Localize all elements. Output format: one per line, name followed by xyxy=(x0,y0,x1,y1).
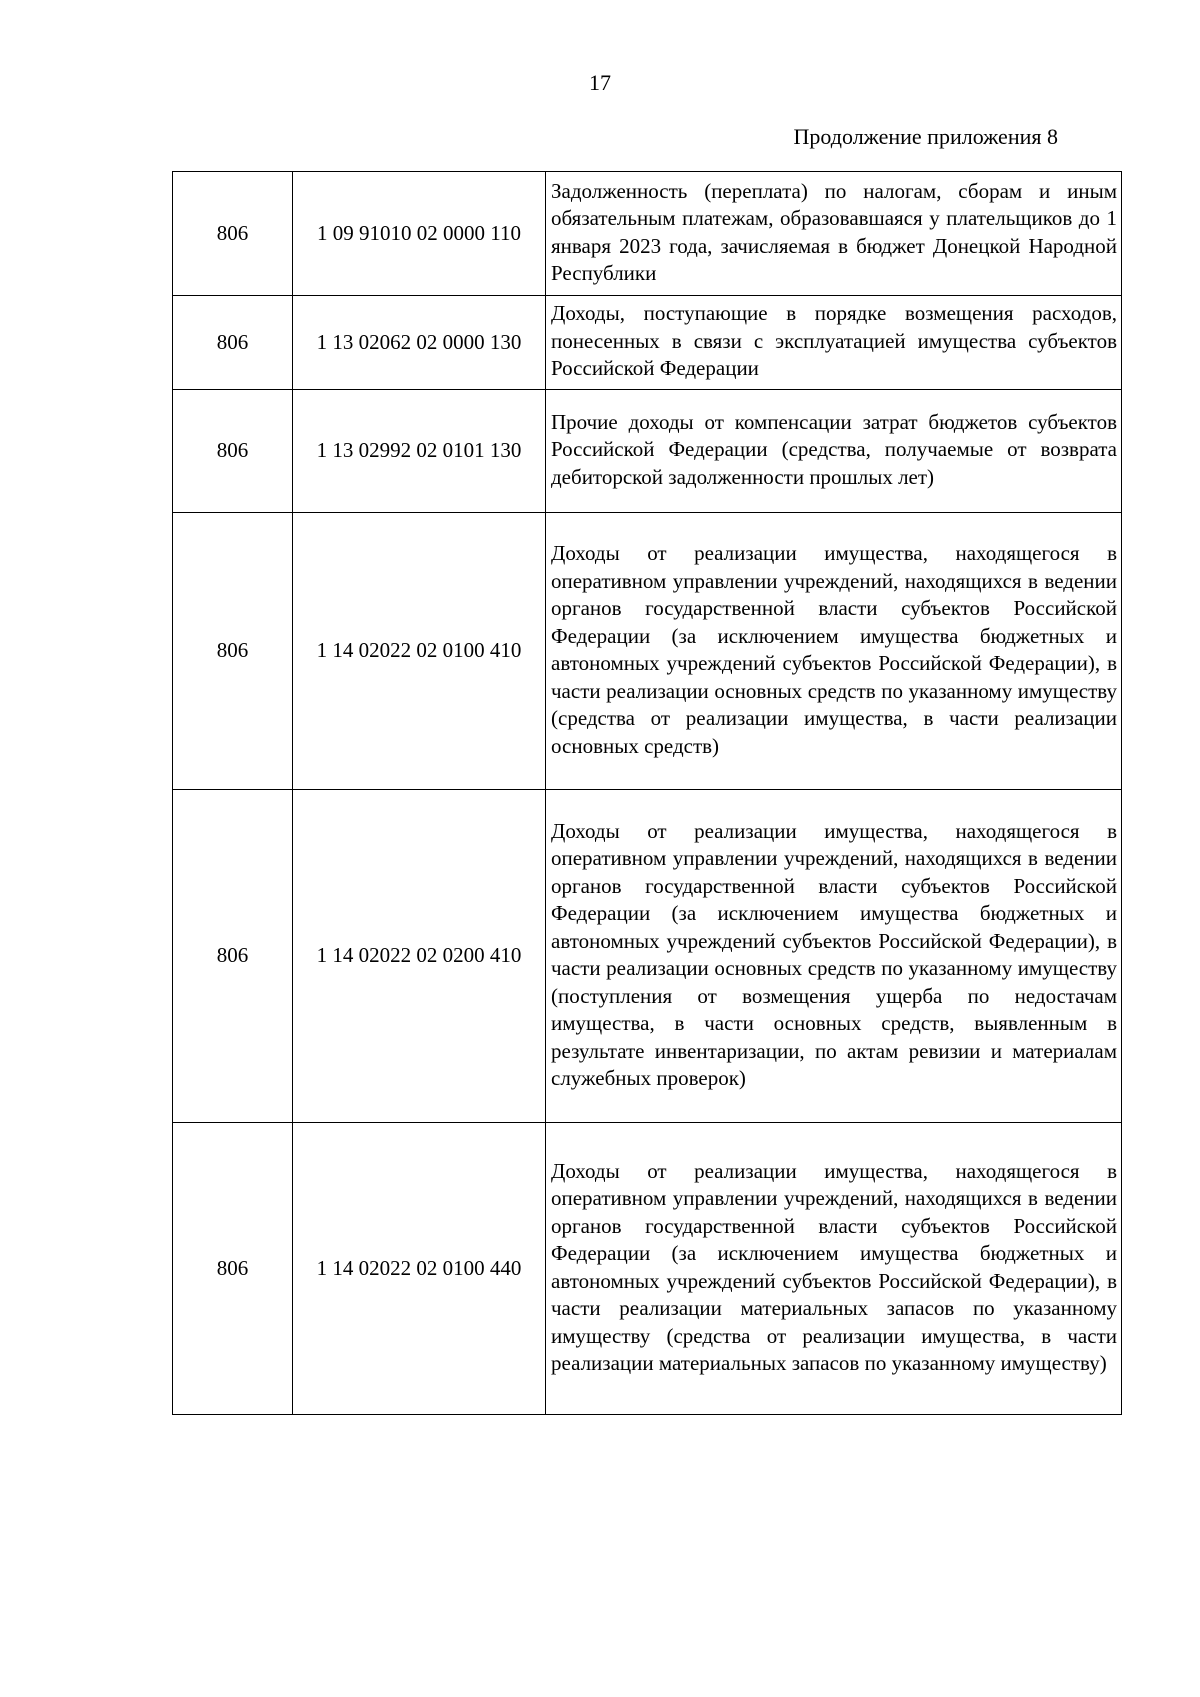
budget-classification-code-cell: 1 13 02992 02 0101 130 xyxy=(293,390,546,513)
income-description-cell: Доходы, поступающие в порядке возмещения расходов, понесенных в связи с эксплуатацией имущества субъектов Российской Федерации xyxy=(546,296,1122,390)
budget-classification-code-cell: 1 13 02062 02 0000 130 xyxy=(293,296,546,390)
appendix-continuation-note: Продолжение приложения 8 xyxy=(793,124,1058,149)
budget-classification-code-cell: 1 14 02022 02 0100 440 xyxy=(293,1123,546,1415)
admin-code-cell: 806 xyxy=(173,172,293,296)
income-codes-table xyxy=(172,171,1122,1415)
income-description-cell: Доходы от реализации имущества, находящегося в оперативном управлении учреждений, находящихся в ведении органов государственной власти субъектов Российской Федерации (за исключением имущества бюджетных и автономных учреждений субъектов Российской Федерации), в части реализации материальных запасов по указанному имуществу (средства от реализации имущества, в части реализации материальных запасов по указанному имуществу) xyxy=(546,1123,1122,1415)
table-row xyxy=(173,390,1122,513)
table-row xyxy=(173,172,1122,296)
table-row xyxy=(173,296,1122,390)
admin-code-cell: 806 xyxy=(173,296,293,390)
table-row xyxy=(173,790,1122,1123)
budget-classification-code-cell: 1 14 02022 02 0100 410 xyxy=(293,513,546,790)
income-description-cell: Доходы от реализации имущества, находящегося в оперативном управлении учреждений, находящихся в ведении органов государственной власти субъектов Российской Федерации (за исключением имущества бюджетных и автономных учреждений субъектов Российской Федерации), в части реализации основных средств по указанному имуществу (поступления от возмещения ущерба по недостачам имущества, в части основных средств, выявленным в результате инвентаризации, по актам ревизии и материалам служебных проверок) xyxy=(546,790,1122,1123)
admin-code-cell: 806 xyxy=(173,790,293,1123)
page-number: 17 xyxy=(589,70,611,95)
budget-classification-code-cell: 1 14 02022 02 0200 410 xyxy=(293,790,546,1123)
income-description-cell: Прочие доходы от компенсации затрат бюджетов субъектов Российской Федерации (средства, получаемые от возврата дебиторской задолженности прошлых лет) xyxy=(546,390,1122,513)
admin-code-cell: 806 xyxy=(173,1123,293,1415)
admin-code-cell: 806 xyxy=(173,390,293,513)
table-row xyxy=(173,513,1122,790)
admin-code-cell: 806 xyxy=(173,513,293,790)
budget-classification-code-cell: 1 09 91010 02 0000 110 xyxy=(293,172,546,296)
table-row xyxy=(173,1123,1122,1415)
income-description-cell: Задолженность (переплата) по налогам, сборам и иным обязательным платежам, образовавшаяся у плательщиков до 1 января 2023 года, зачисляемая в бюджет Донецкой Народной Республики xyxy=(546,172,1122,296)
income-description-cell: Доходы от реализации имущества, находящегося в оперативном управлении учреждений, находящихся в ведении органов государственной власти субъектов Российской Федерации (за исключением имущества бюджетных и автономных учреждений субъектов Российской Федерации), в части реализации основных средств по указанному имуществу (средства от реализации имущества, в части реализации основных средств) xyxy=(546,513,1122,790)
